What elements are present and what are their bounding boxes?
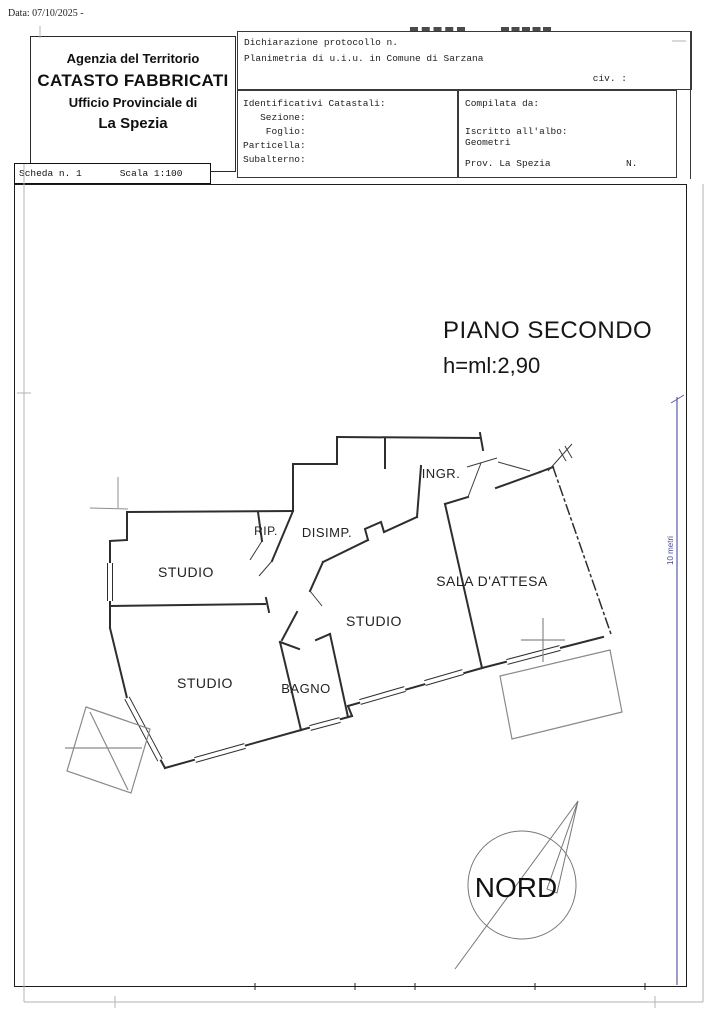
planimetry-line: Planimetria di u.i.u. in Comune di Sarzana — [244, 53, 484, 64]
reference-lines — [90, 477, 128, 509]
room-label-studio-2: STUDIO — [346, 613, 402, 629]
floor-title: PIANO SECONDO — [443, 317, 653, 344]
identifiers-title: Identificativi Catastali: — [243, 98, 386, 109]
civ-label: civ. : — [592, 73, 627, 84]
declaration-protocol: Dichiarazione protocollo n. — [244, 37, 398, 48]
scale-value: Scala 1:100 — [119, 168, 183, 179]
room-label-ingresso: INGR. — [421, 466, 461, 481]
room-label-sala-attesa: SALA D'ATTESA — [436, 573, 548, 589]
room-label-studio-3: STUDIO — [177, 675, 233, 691]
frame-tick-marks — [255, 983, 645, 990]
room-label-bagno: BAGNO — [281, 681, 331, 696]
balcony-right — [500, 650, 622, 739]
plan-windows — [108, 563, 561, 762]
balconies — [65, 618, 622, 793]
compass-north-label: NORD — [474, 872, 558, 903]
compiled-by-label: Compilata da: — [465, 98, 540, 109]
room-label-disimpegno: DISIMP. — [301, 525, 353, 540]
number-field: N. — [626, 158, 638, 169]
plan-walls — [110, 433, 612, 768]
floor-height: h=ml:2,90 — [443, 353, 541, 378]
field-sezione: Sezione: — [243, 112, 306, 123]
province-field: Prov. La Spezia — [465, 158, 551, 169]
agency-name: Agenzia del Territorio — [66, 51, 200, 66]
field-foglio: Foglio: — [243, 126, 306, 137]
field-particella: Particella: — [243, 140, 306, 151]
date-label: Data: 07/10/2025 - — [8, 8, 84, 19]
sheet-number: Scheda n. 1 — [19, 168, 82, 179]
room-label-ripostiglio: RIP. — [254, 524, 278, 538]
room-labels — [158, 466, 548, 696]
province-name: La Spezia — [98, 115, 168, 132]
room-label-studio-1: STUDIO — [158, 564, 214, 580]
provincial-office-label: Ufficio Provinciale di — [68, 95, 198, 110]
scale-bar — [666, 395, 684, 985]
scale-bar-label: 10 metri — [666, 536, 675, 565]
cadastre-title: CATASTO FABBRICATI — [37, 71, 229, 90]
registered-profession: Geometri — [465, 137, 511, 148]
secondary-frame-lines — [17, 26, 703, 1008]
field-subalterno: Subalterno: — [243, 154, 306, 165]
registered-albo-label: Iscritto all'albo: — [465, 126, 568, 137]
